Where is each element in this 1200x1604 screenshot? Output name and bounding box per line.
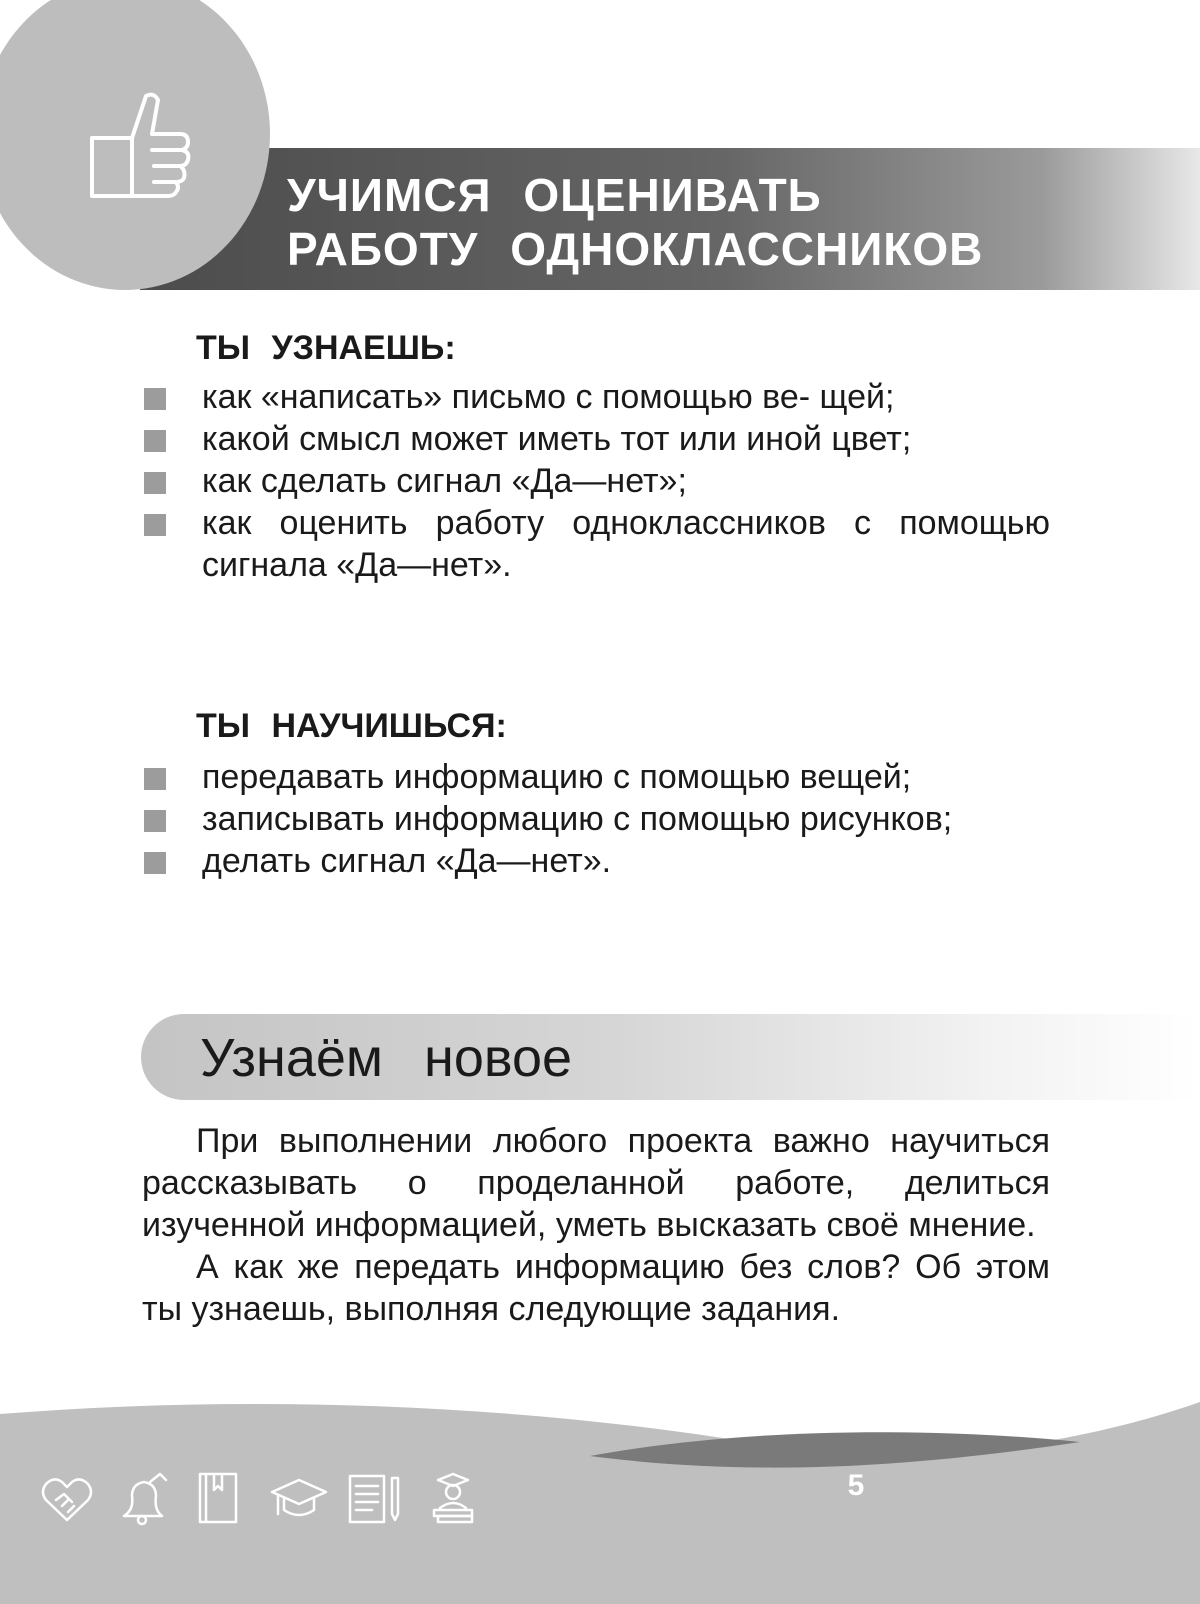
body-text xyxy=(142,1120,1050,1330)
skills-heading: ТЫ НАУЧИШЬСЯ: xyxy=(196,707,507,745)
graduation-cap-icon xyxy=(270,1470,328,1528)
student-books-icon xyxy=(424,1470,482,1528)
paragraph: При выполнении любого проекта важно научиться рассказывать о проделанной работе, делиться изученной информацией, уметь высказать своё мнение. xyxy=(142,1122,1050,1244)
bullet-square-icon xyxy=(144,472,166,494)
bullet-square-icon xyxy=(144,810,166,832)
list-item: как оценить работу одноклассников с помощью сигнала «Да—нет». xyxy=(0,502,1050,586)
book-icon xyxy=(190,1470,248,1528)
bullet-square-icon xyxy=(144,388,166,410)
page-title-line-1: УЧИМСЯ ОЦЕНИВАТЬ xyxy=(287,169,822,221)
list-item: как сделать сигнал «Да—нет»; xyxy=(0,460,1050,502)
list-item: передавать информацию с помощью вещей; xyxy=(0,756,1050,798)
page-title-line-2: РАБОТУ ОДНОКЛАССНИКОВ xyxy=(287,223,984,275)
thumbs-up-icon xyxy=(88,90,198,202)
learn-list xyxy=(0,376,1200,586)
bullet-square-icon xyxy=(144,768,166,790)
page-number: 5 xyxy=(847,1469,865,1502)
list-item: какой смысл может иметь тот или иной цвет; xyxy=(0,418,1050,460)
list-item: записывать информацию с помощью рисунков; xyxy=(0,798,1050,840)
learn-heading: ТЫ УЗНАЕШЬ: xyxy=(196,329,456,367)
heart-handshake-icon xyxy=(38,1470,96,1528)
bullet-square-icon xyxy=(144,430,166,452)
list-item: делать сигнал «Да—нет». xyxy=(0,840,1050,882)
notebook-pen-icon xyxy=(346,1470,404,1528)
skills-list xyxy=(0,756,1200,882)
section-title: Узнаём новое xyxy=(200,1028,573,1088)
paragraph: А как же передать информацию без слов? Об этом ты узнаешь, выполняя следующие задания. xyxy=(142,1248,1050,1328)
list-item: как «написать» письмо с помощью ве- щей; xyxy=(0,376,1050,418)
bullet-square-icon xyxy=(144,514,166,536)
bell-icon xyxy=(112,1470,170,1528)
bullet-square-icon xyxy=(144,852,166,874)
page-title xyxy=(287,168,983,276)
footer xyxy=(0,1400,1200,1604)
footer-wave xyxy=(0,1400,1200,1604)
